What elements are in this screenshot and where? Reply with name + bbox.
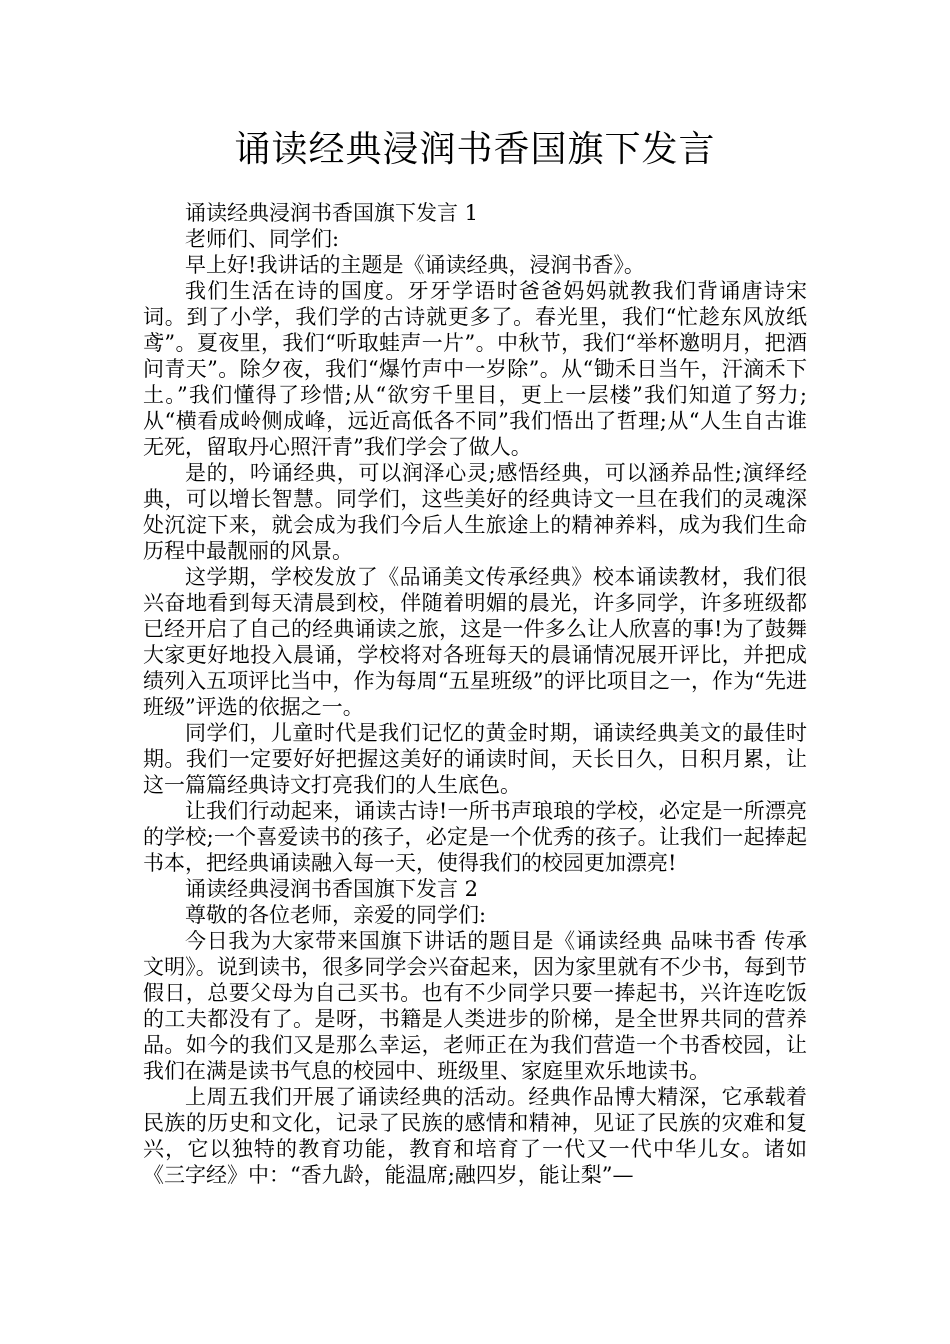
document-title: 诵读经典浸润书香国旗下发言 <box>234 129 716 170</box>
document-body <box>143 200 807 1188</box>
section-heading-2: 诵读经典浸润书香国旗下发言 2 <box>185 877 479 901</box>
body-paragraph: 同学们，儿童时代是我们记忆的黄金时期，诵读经典美文的最佳时期。我们一定要好好把握这美好的诵读时间，天长日久，日积月累，让这一篇篇经典诗文打亮我们的人生底色。 <box>143 721 807 797</box>
body-paragraph: 今日我为大家带来国旗下讲话的题目是《诵读经典 品味书香 传承文明》。说到读书，很多同学会兴奋起来，因为家里就有不少书，每到节假日，总要父母为自己买书。也有不少同学只要一捧起书，兴许连吃饭的工夫都没有了。是呀，书籍是人类进步的阶梯，是全世界共同的营养品。如今的我们又是那么幸运，老师正在为我们营造一个书香校园，让我们在满是读书气息的校园中、班级里、家庭里欢乐地读书。 <box>143 929 807 1083</box>
body-paragraph: 是的，吟诵经典，可以润泽心灵;感悟经典，可以涵养品性;演绎经典，可以增长智慧。同学们，这些美好的经典诗文一旦在我们的灵魂深处沉淀下来，就会成为我们今后人生旅途上的精神养料，成为我们生命历程中最靓丽的风景。 <box>143 461 807 563</box>
body-paragraph: 我们生活在诗的国度。牙牙学语时爸爸妈妈就教我们背诵唐诗宋词。到了小学，我们学的古诗就更多了。春光里，我们“忙趁东风放纸鸢”。夏夜里，我们“听取蛙声一片”。中秋节，我们“举杯邀明月，把酒问青天”。除夕夜，我们“爆竹声中一岁除”。从“锄禾日当午，汗滴禾下土。”我们懂得了珍惜;从“欲穷千里目，更上一层楼”我们知道了努力;从“横看成岭侧成峰，远近高低各不同”我们悟出了哲理;从“人生自古谁无死，留取丹心照汗青”我们学会了做人。 <box>143 279 807 459</box>
section-heading-1: 诵读经典浸润书香国旗下发言 1 <box>185 201 479 225</box>
salutation-1: 老师们、同学们: <box>185 227 340 251</box>
salutation-2: 尊敬的各位老师，亲爱的同学们: <box>185 903 487 927</box>
body-paragraph: 让我们行动起来，诵读古诗!一所书声琅琅的学校，必定是一所漂亮的学校;一个喜爱读书的孩子，必定是一个优秀的孩子。让我们一起捧起书本，把经典诵读融入每一天，使得我们的校园更加漂亮! <box>143 799 807 875</box>
body-paragraph: 上周五我们开展了诵读经典的活动。经典作品博大精深，它承载着民族的历史和文化，记录了民族的感情和精神，见证了民族的灾难和复兴，它以独特的教育功能，教育和培育了一代又一代中华儿女。诸如《三字经》中：“香九龄，能温席;融四岁，能让梨”— <box>143 1085 807 1187</box>
greeting: 早上好!我讲话的主题是《诵读经典，浸润书香》。 <box>185 253 645 277</box>
body-paragraph: 这学期，学校发放了《品诵美文传承经典》校本诵读教材，我们很兴奋地看到每天清晨到校，伴随着明媚的晨光，许多同学，许多班级都已经开启了自己的经典诵读之旅，这是一件多么让人欣喜的事!为了鼓舞大家更好地投入晨诵，学校将对各班每天的晨诵情况展开评比，并把成绩列入五项评比当中，作为每周“五星班级”的评比项目之一，作为“先进班级”评选的依据之一。 <box>143 565 807 719</box>
